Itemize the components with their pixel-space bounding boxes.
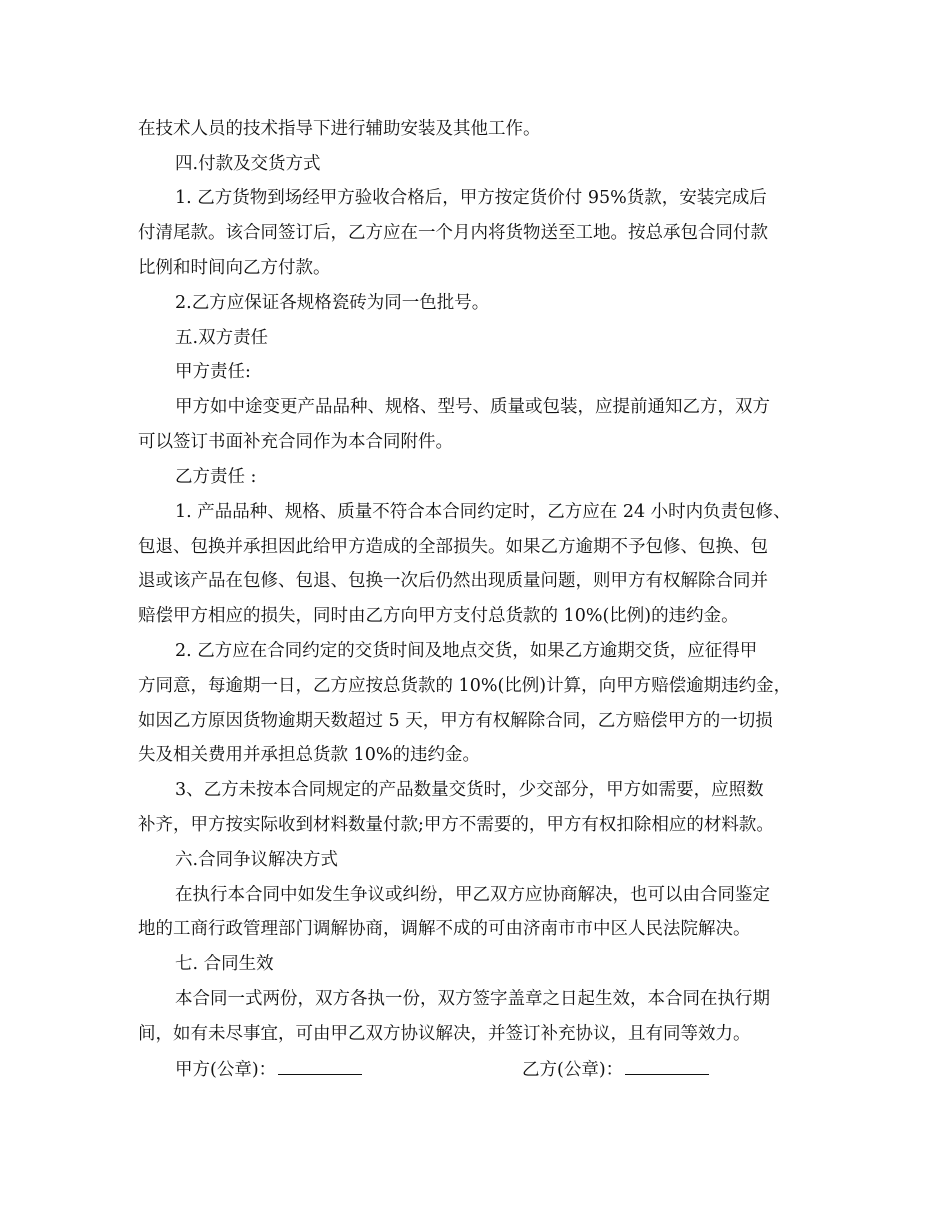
text-line: 1. 乙方货物到场经甲方验收合格后，甲方按定货价付 95%货款，安装完成后	[175, 188, 767, 208]
text-line: 失及相关费用并承担总货款 10%的违约金。	[138, 745, 480, 765]
signature-party-a-blank	[278, 1058, 362, 1075]
text-line: 间，如有未尽事宜，可由甲乙双方协议解决，并签订补充协议，且有同等效力。	[138, 1024, 751, 1044]
text-line: 甲方如中途变更产品品种、规格、型号、质量或包装，应提前通知乙方，双方	[175, 397, 770, 417]
text-line: 包退、包换并承担因此给甲方造成的全部损失。如果乙方逾期不予包修、包换、包	[138, 537, 768, 557]
text-line: 2.乙方应保证各规格瓷砖为同一色批号。	[175, 293, 490, 313]
text-line: 补齐，甲方按实际收到材料数量付款;甲方不需要的，甲方有权扣除相应的材料款。	[138, 815, 774, 835]
section-heading-effectiveness: 七. 合同生效	[175, 954, 274, 974]
section-heading-payment: 四.付款及交货方式	[175, 154, 321, 174]
text-line: 方同意，每逾期一日，乙方应按总货款的 10%(比例)计算，向甲方赔偿逾期违约金，	[138, 676, 792, 696]
signature-party-b-blank	[625, 1058, 709, 1075]
text-line: 退或该产品在包修、包退、包换一次后仍然出现质量问题，则甲方有权解除合同并	[138, 571, 768, 591]
text-line: 比例和时间向乙方付款。	[138, 258, 331, 278]
signature-party-a-label: 甲方(公章)：	[175, 1060, 277, 1080]
text-line: 1. 产品品种、规格、质量不符合本合同约定时，乙方应在 24 小时内负责包修、	[175, 502, 791, 522]
text-line: 3、乙方未按本合同规定的产品数量交货时，少交部分，甲方如需要，应照数	[175, 780, 764, 800]
text-line: 2. 乙方应在合同约定的交货时间及地点交货，如果乙方逾期交货，应征得甲	[175, 641, 758, 661]
text-line: 如因乙方原因货物逾期天数超过 5 天，甲方有权解除合同，乙方赔偿甲方的一切损	[138, 711, 773, 731]
section-heading-responsibilities: 五.双方责任	[175, 328, 269, 348]
signature-party-b-label: 乙方(公章)：	[522, 1060, 624, 1080]
text-line: 在执行本合同中如发生争议或纠纷，甲乙双方应协商解决，也可以由合同鉴定	[175, 885, 770, 905]
text-line: 地的工商行政管理部门调解协商，调解不成的可由济南市市中区人民法院解决。	[138, 919, 751, 939]
text-line: 本合同一式两份，双方各执一份，双方签字盖章之日起生效，本合同在执行期	[175, 989, 770, 1009]
signature-party-b	[522, 1058, 709, 1081]
signature-party-a	[175, 1058, 362, 1081]
text-line: 付清尾款。该合同签订后，乙方应在一个月内将货物送至工地。按总承包合同付款	[138, 223, 768, 243]
subheading-party-a: 甲方责任:	[175, 362, 251, 382]
subheading-party-b: 乙方责任 :	[175, 467, 257, 487]
section-heading-disputes: 六.合同争议解决方式	[175, 850, 339, 870]
text-line: 可以签订书面补充合同作为本合同附件。	[138, 432, 453, 452]
text-line: 在技术人员的技术指导下进行辅助安装及其他工作。	[138, 119, 541, 139]
text-line: 赔偿甲方相应的损失，同时由乙方向甲方支付总货款的 10%(比例)的违约金。	[138, 606, 739, 626]
